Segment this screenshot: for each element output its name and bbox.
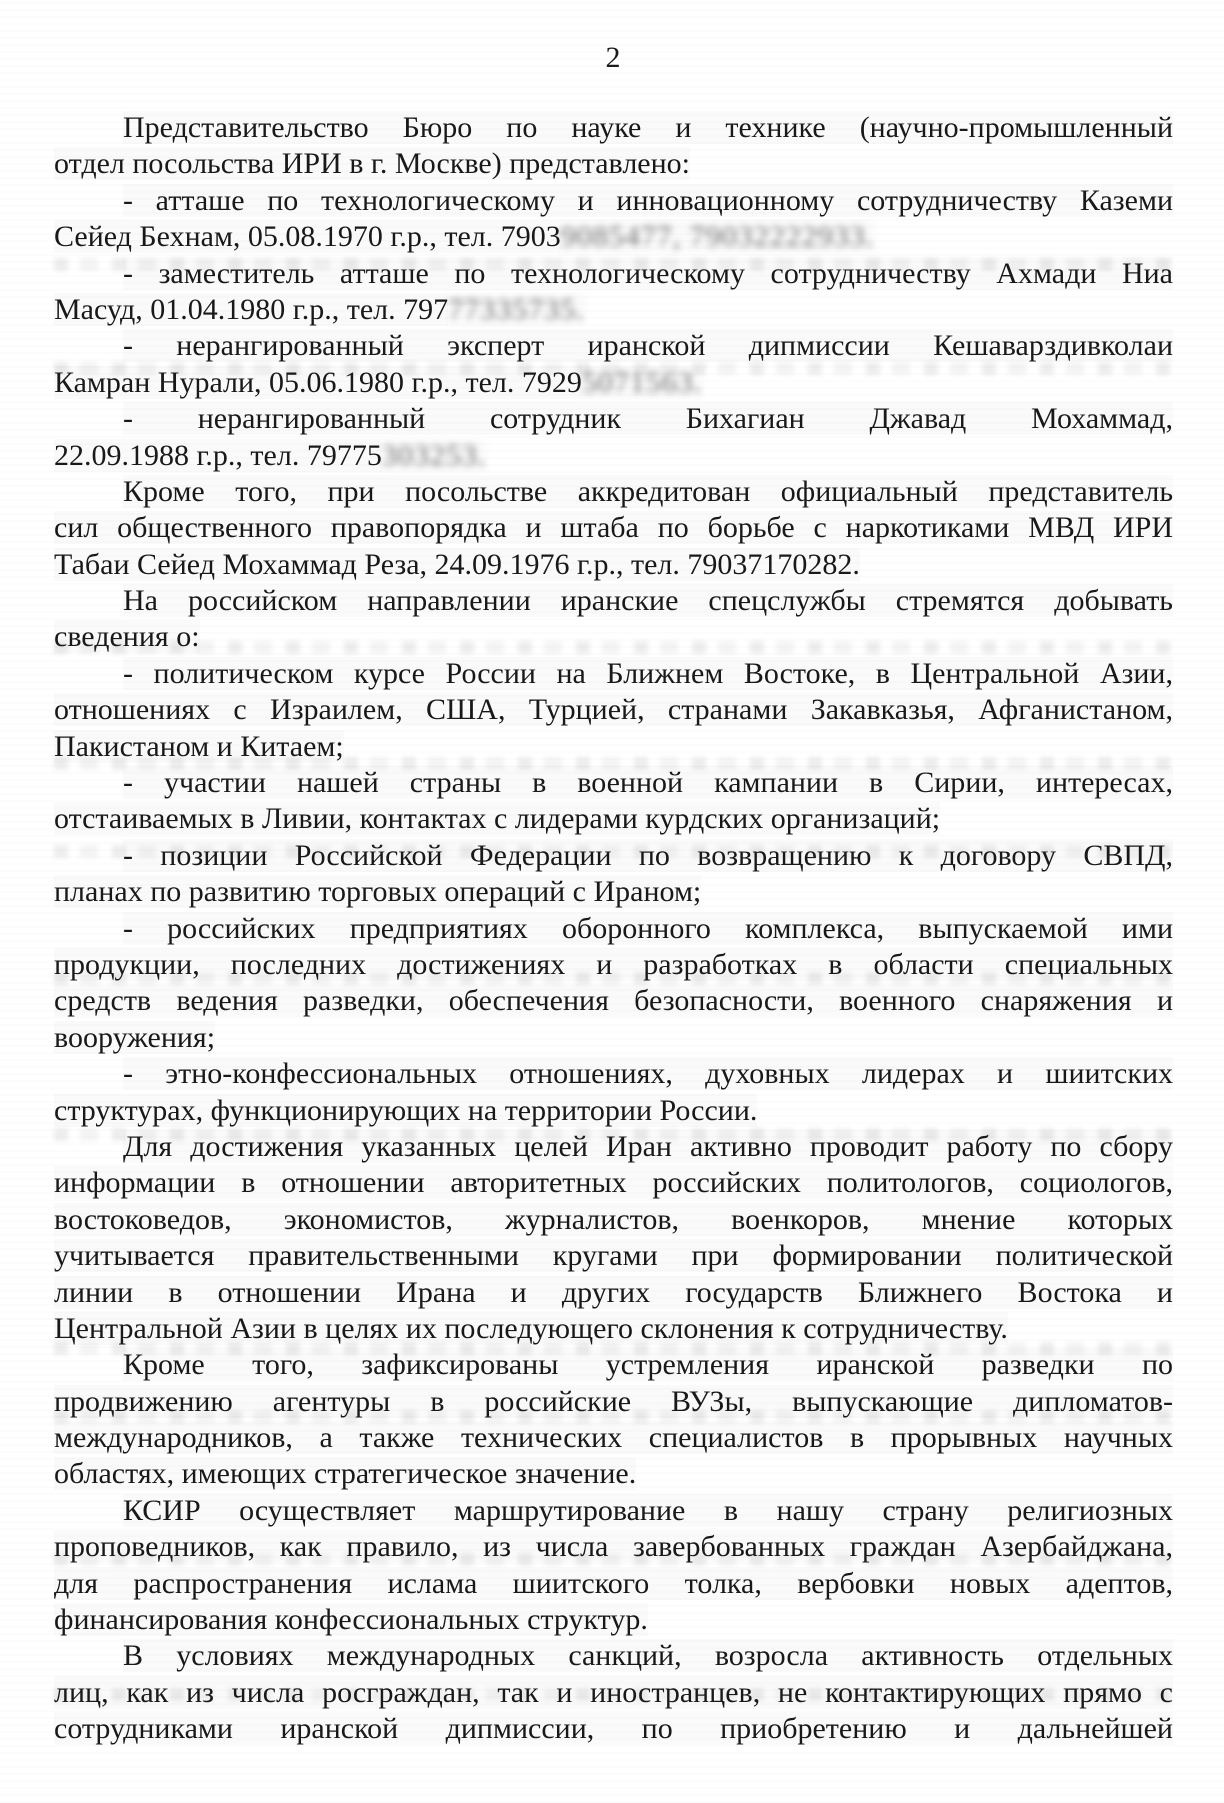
- text-line: [54, 801, 1173, 837]
- text-run: продвижению агентуры в российские ВУЗы, выпускающие дипломатов-: [54, 1384, 1173, 1418]
- text-line: [54, 1675, 1173, 1711]
- redacted-phone-number: 303253.: [381, 438, 487, 472]
- text-run: Центральной Азии в целях их последующего склонения к сотрудничеству.: [54, 1311, 1008, 1345]
- text-line: [54, 1347, 1173, 1383]
- text-line: [54, 1202, 1173, 1238]
- text-line: [54, 692, 1173, 728]
- text-line: [54, 1456, 1173, 1492]
- text-line: [54, 1384, 1173, 1420]
- text-run: Пакистаном и Китаем;: [54, 729, 344, 763]
- redacted-phone-number: 77335735.: [448, 292, 585, 326]
- text-line: [54, 1129, 1173, 1165]
- text-line: [54, 1238, 1173, 1274]
- text-line: [54, 474, 1173, 510]
- text-line: [54, 110, 1173, 146]
- text-run: вооружения;: [54, 1020, 216, 1054]
- text-line: [54, 1311, 1173, 1347]
- text-run: линии в отношении Ирана и других государств Ближнего Востока и: [54, 1275, 1173, 1309]
- text-line: [54, 1711, 1173, 1747]
- text-line: [54, 1420, 1173, 1456]
- text-line: [54, 401, 1173, 437]
- text-run: - атташе по технологическому и инновационному сотрудничеству Каземи: [123, 183, 1173, 217]
- text-run: Для достижения указанных целей Иран активно проводит работу по сбору: [123, 1129, 1173, 1163]
- text-run: Табаи Сейед Мохаммад Реза, 24.09.1976 г.р., тел. 79037170282.: [54, 547, 860, 581]
- text-run: сотрудниками иранской дипмиссии, по приобретению и дальнейшей: [54, 1712, 1173, 1746]
- document-body: [54, 110, 1173, 1748]
- text-line: [54, 911, 1173, 947]
- text-run: информации в отношении авторитетных российских политологов, социологов,: [54, 1166, 1173, 1200]
- text-line: [54, 510, 1173, 546]
- text-run: востоковедов, экономистов, журналистов, военкоров, мнение которых: [54, 1202, 1173, 1236]
- text-run: В условиях международных санкций, возросла активность отдельных: [123, 1639, 1173, 1673]
- text-line: [54, 838, 1173, 874]
- text-line: [54, 292, 1173, 328]
- text-run: лиц, как из числа росграждан, так и иностранцев, не контактирующих прямо с: [54, 1675, 1173, 1709]
- text-run: - политическом курсе России на Ближнем Востоке, в Центральной Азии,: [123, 656, 1173, 690]
- text-line: [54, 365, 1173, 401]
- text-line: [54, 328, 1173, 364]
- text-run: 22.09.1988 г.р., тел. 79775: [54, 438, 382, 472]
- text-line: [54, 256, 1173, 292]
- text-line: [54, 438, 1173, 474]
- text-run: - нерангированный эксперт иранской дипмиссии Кешаварздивколаи: [123, 329, 1173, 363]
- text-run: На российском направлении иранские спецслужбы стремятся добывать: [123, 584, 1173, 618]
- redacted-phone-number: 9085477, 79032222933.: [560, 220, 875, 254]
- text-run: Кроме того, зафиксированы устремления иранской разведки по: [123, 1348, 1173, 1382]
- text-line: [54, 1165, 1173, 1201]
- text-line: [54, 1275, 1173, 1311]
- text-run: Представительство Бюро по науке и технике (научно-промышленный: [123, 111, 1173, 144]
- text-line: [54, 183, 1173, 219]
- text-run: отстаиваемых в Ливии, контактах с лидерами курдских организаций;: [54, 802, 941, 836]
- text-run: структурах, функционирующих на территории России.: [54, 1093, 758, 1127]
- text-run: проповедников, как правило, из числа завербованных граждан Азербайджана,: [54, 1530, 1173, 1564]
- text-line: [54, 1529, 1173, 1565]
- text-line: [54, 1602, 1173, 1638]
- text-run: Масуд, 01.04.1980 г.р., тел. 797: [54, 292, 449, 326]
- text-line: [54, 146, 1173, 182]
- text-line: [54, 983, 1173, 1019]
- text-line: [54, 1093, 1173, 1129]
- text-run: Сейед Бехнам, 05.08.1970 г.р., тел. 7903: [54, 220, 561, 254]
- text-run: областях, имеющих стратегическое значение.: [54, 1457, 637, 1491]
- text-line: [54, 219, 1173, 255]
- text-run: - заместитель атташе по технологическому сотрудничеству Ахмади Ниа: [123, 256, 1173, 290]
- text-run: отдел посольства ИРИ в г. Москве) представлено:: [54, 147, 691, 181]
- text-run: Кроме того, при посольстве аккредитован официальный представитель: [123, 474, 1173, 508]
- text-run: финансирования конфессиональных структур.: [54, 1603, 648, 1637]
- text-run: Камран Нурали, 05.06.1980 г.р., тел. 7929: [54, 365, 582, 399]
- text-run: - позиции Российской Федерации по возвращению к договору СВПД,: [123, 838, 1173, 872]
- text-run: учитывается правительственными кругами при формировании политической: [54, 1239, 1173, 1273]
- text-run: планах по развитию торговых операций с Ираном;: [54, 875, 702, 909]
- text-run: продукции, последних достижениях и разработках в области специальных: [54, 947, 1173, 981]
- text-line: [54, 656, 1173, 692]
- text-line: [54, 765, 1173, 801]
- text-run: - российских предприятиях оборонного комплекса, выпускаемой ими: [123, 911, 1173, 945]
- text-line: [54, 1056, 1173, 1092]
- redacted-phone-number: 5071563.: [581, 365, 703, 399]
- text-line: [54, 619, 1173, 655]
- text-line: [54, 1020, 1173, 1056]
- text-line: [54, 583, 1173, 619]
- text-run: международников, а также технических специалистов в прорывных научных: [54, 1421, 1173, 1455]
- text-line: [54, 1566, 1173, 1602]
- text-run: - участии нашей страны в военной кампании в Сирии, интересах,: [123, 766, 1173, 800]
- text-line: [54, 947, 1173, 983]
- text-line: [54, 874, 1173, 910]
- page-number: 2: [605, 41, 622, 74]
- text-line: [54, 547, 1173, 583]
- text-run: - этно-конфессиональных отношениях, духовных лидерах и шиитских: [123, 1057, 1173, 1091]
- text-line: [54, 729, 1173, 765]
- text-run: сил общественного правопорядка и штаба по борьбе с наркотиками МВД ИРИ: [54, 511, 1173, 545]
- text-run: для распространения ислама шиитского толка, вербовки новых адептов,: [54, 1566, 1173, 1600]
- text-line: [54, 1638, 1173, 1674]
- text-line: [54, 1493, 1173, 1529]
- text-run: КСИР осуществляет маршрутирование в нашу страну религиозных: [123, 1493, 1173, 1527]
- text-run: - нерангированный сотрудник Бихагиан Джавад Мохаммад,: [123, 402, 1173, 436]
- text-run: сведения о:: [54, 620, 200, 654]
- text-run: отношениях с Израилем, США, Турцией, странами Закавказья, Афганистаном,: [54, 693, 1173, 727]
- text-run: средств ведения разведки, обеспечения безопасности, военного снаряжения и: [54, 984, 1173, 1018]
